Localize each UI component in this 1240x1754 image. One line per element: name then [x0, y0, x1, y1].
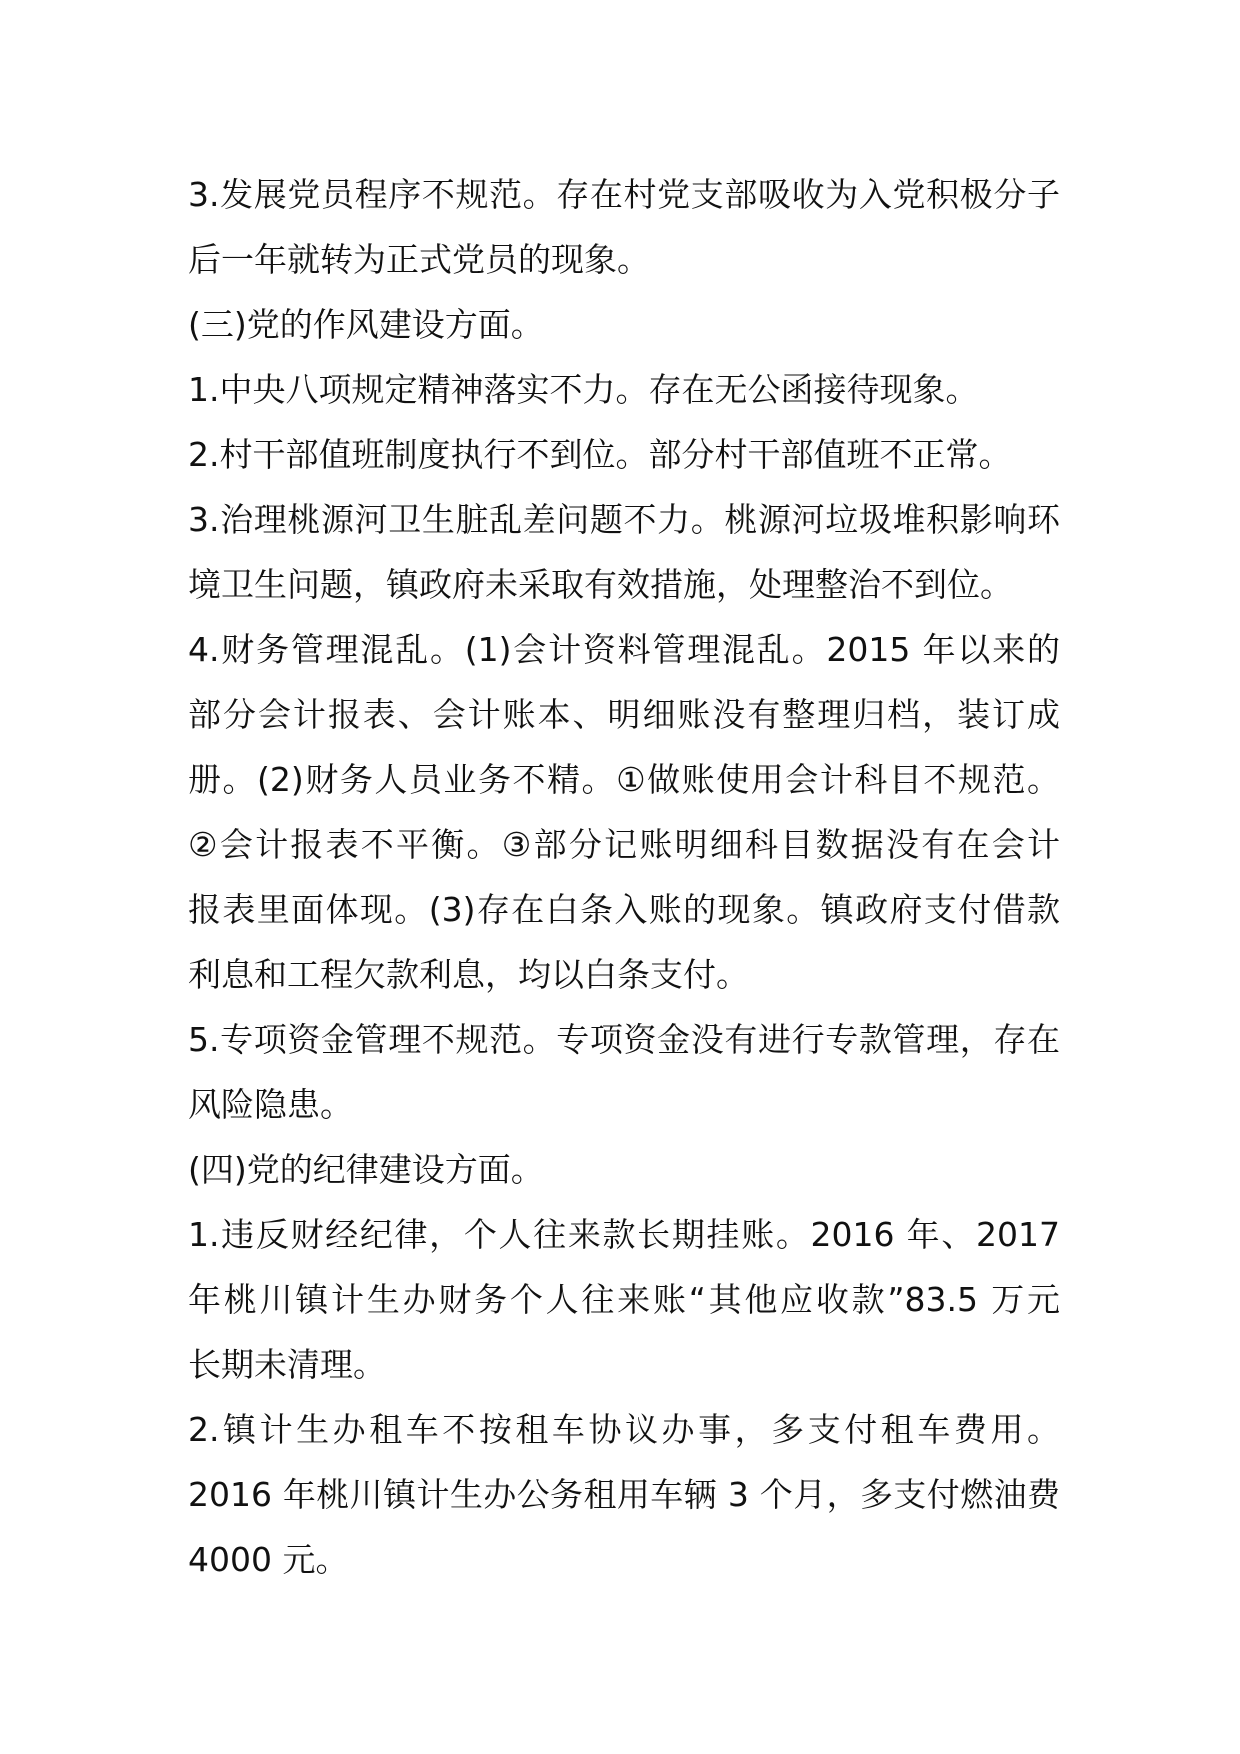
- section-heading: (四)党的纪律建设方面。: [188, 1150, 544, 1189]
- paragraph-line: 2016 年桃川镇计生办公务租用车辆 3 个月，多支付燃油费: [188, 1475, 1060, 1514]
- paragraph-line: 后一年就转为正式党员的现象。: [188, 240, 650, 279]
- paragraph-line: 1.中央八项规定精神落实不力。存在无公函接待现象。: [188, 370, 979, 409]
- paragraph-line: 境卫生问题，镇政府未采取有效措施，处理整治不到位。: [188, 565, 1013, 604]
- paragraph-line: 年桃川镇计生办财务个人往来账“其他应收款”83.5 万元: [188, 1280, 1060, 1319]
- paragraph-line: 长期未清理。: [188, 1345, 386, 1384]
- paragraph-line: 3.发展党员程序不规范。存在村党支部吸收为入党积极分子: [188, 175, 1060, 214]
- paragraph-line: 利息和工程欠款利息，均以白条支付。: [188, 955, 749, 994]
- paragraph-line: 5.专项资金管理不规范。专项资金没有进行专款管理，存在: [188, 1020, 1060, 1059]
- paragraph-line: 1.违反财经纪律，个人往来款长期挂账。2016 年、2017: [188, 1215, 1060, 1254]
- paragraph-line: 册。(2)财务人员业务不精。①做账使用会计科目不规范。: [188, 760, 1060, 799]
- paragraph-line: 部分会计报表、会计账本、明细账没有整理归档，装订成: [188, 695, 1060, 734]
- paragraph-line: 4.财务管理混乱。(1)会计资料管理混乱。2015 年以来的: [188, 630, 1060, 669]
- section-heading: (三)党的作风建设方面。: [188, 305, 544, 344]
- paragraph-line: ②会计报表不平衡。③部分记账明细科目数据没有在会计: [188, 825, 1060, 864]
- paragraph-line: 4000 元。: [188, 1540, 349, 1579]
- paragraph-line: 报表里面体现。(3)存在白条入账的现象。镇政府支付借款: [188, 890, 1060, 929]
- paragraph-line: 风险隐患。: [188, 1085, 353, 1124]
- document-body: [188, 162, 1060, 1592]
- paragraph-line: 3.治理桃源河卫生脏乱差问题不力。桃源河垃圾堆积影响环: [188, 500, 1060, 539]
- paragraph-line: 2.村干部值班制度执行不到位。部分村干部值班不正常。: [188, 435, 1012, 474]
- paragraph-line: 2.镇计生办租车不按租车协议办事，多支付租车费用。: [188, 1410, 1060, 1449]
